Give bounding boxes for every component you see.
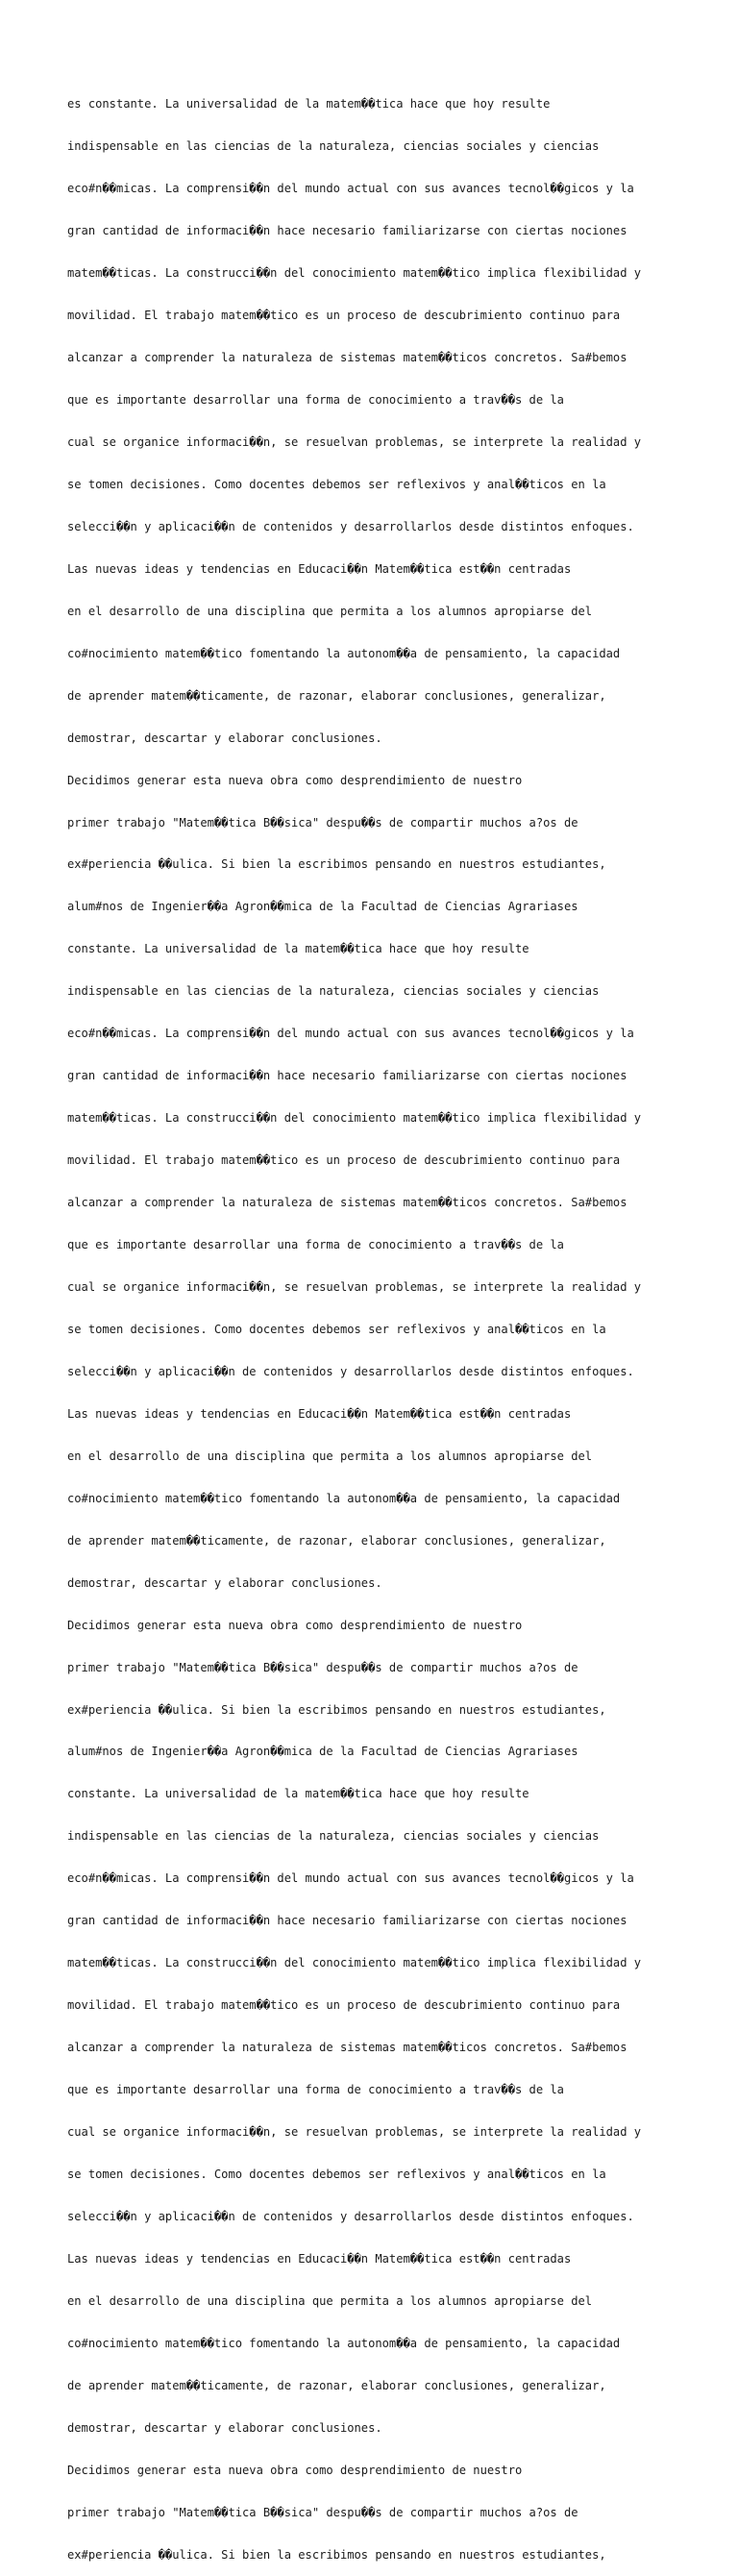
text-line-6: movilidad. El trabajo matem��tico es un proceso de descubrimiento continuo para: [67, 309, 621, 323]
text-line-3: eco#n��micas. La comprensi��n del mundo actual con sus avances tecnol��gicos y la: [67, 182, 634, 196]
text-line-13: en el desarrollo de una disciplina que permita a los alumnos apropiarse del: [67, 604, 593, 618]
text-line-46: movilidad. El trabajo matem��tico es un proceso de descubrimiento continuo para: [67, 1998, 621, 2013]
text-line-45: matem��ticas. La construcci��n del conocimiento matem��tico implica flexibilidad y: [67, 1956, 642, 1970]
document-body: [67, 69, 721, 2576]
text-line-12: Las nuevas ideas y tendencias en Educaci��n Matem��tica est��n centradas: [67, 561, 572, 576]
text-line-17: Decidimos generar esta nueva obra como desprendimiento de nuestro: [67, 773, 523, 787]
text-line-40: alum#nos de Ingenier��a Agron��mica de la Facultad de Ciencias Agrariases: [67, 1745, 578, 1759]
text-line-43: eco#n��micas. La comprensi��n del mundo actual con sus avances tecnol��gicos y la: [67, 1871, 634, 1886]
text-line-51: selecci��n y aplicaci��n de contenidos y desarrollarlos desde distintos enfoques.: [67, 2209, 634, 2223]
text-line-28: que es importante desarrollar una forma de conocimiento a trav��s de la: [67, 1238, 564, 1252]
text-line-50: se tomen decisiones. Como docentes debemos ser reflexivos y anal��ticos en la: [67, 2167, 606, 2182]
text-line-29: cual se organice informaci��n, se resuelvan problemas, se interprete la realidad y: [67, 1280, 642, 1294]
text-line-9: cual se organice informaci��n, se resuelvan problemas, se interprete la realidad y: [67, 434, 642, 449]
text-line-37: Decidimos generar esta nueva obra como desprendimiento de nuestro: [67, 1618, 523, 1632]
text-line-59: ex#periencia ��ulica. Si bien la escribimos pensando en nuestros estudiantes,: [67, 2547, 606, 2562]
text-line-31: selecci��n y aplicaci��n de contenidos y desarrollarlos desde distintos enfoques.: [67, 1364, 634, 1378]
text-line-35: de aprender matem��ticamente, de razonar, elaborar conclusiones, generalizar,: [67, 1533, 606, 1548]
text-line-48: que es importante desarrollar una forma de conocimiento a trav��s de la: [67, 2083, 564, 2097]
text-line-1: es constante. La universalidad de la matem��tica hace que hoy resulte: [67, 97, 551, 111]
text-line-33: en el desarrollo de una disciplina que permita a los alumnos apropiarse del: [67, 1449, 593, 1463]
text-line-55: de aprender matem��ticamente, de razonar, elaborar conclusiones, generalizar,: [67, 2378, 606, 2392]
text-line-22: indispensable en las ciencias de la naturaleza, ciencias sociales y ciencias: [67, 984, 600, 999]
text-line-10: se tomen decisiones. Como docentes debemos ser reflexivos y anal��ticos en la: [67, 477, 606, 491]
text-line-19: ex#periencia ��ulica. Si bien la escribimos pensando en nuestros estudiantes,: [67, 857, 606, 872]
text-line-44: gran cantidad de informaci��n hace necesario familiarizarse con ciertas nociones: [67, 1914, 627, 1928]
text-line-18: primer trabajo "Matem��tica B��sica" despu��s de compartir muchos a?os de: [67, 815, 578, 830]
text-line-21: constante. La universalidad de la matem��tica hace que hoy resulte: [67, 942, 529, 956]
text-line-34: co#nocimiento matem��tico fomentando la autonom��a de pensamiento, la capacidad: [67, 1491, 621, 1505]
text-line-42: indispensable en las ciencias de la naturaleza, ciencias sociales y ciencias: [67, 1829, 600, 1844]
text-line-56: demostrar, descartar y elaborar conclusiones.: [67, 2420, 382, 2435]
text-line-49: cual se organice informaci��n, se resuelvan problemas, se interprete la realidad y: [67, 2125, 642, 2140]
text-line-7: alcanzar a comprender la naturaleza de sistemas matem��ticos concretos. Sa#bemos: [67, 351, 627, 365]
text-line-26: movilidad. El trabajo matem��tico es un proceso de descubrimiento continuo para: [67, 1153, 621, 1168]
text-line-38: primer trabajo "Matem��tica B��sica" despu��s de compartir muchos a?os de: [67, 1660, 578, 1674]
text-line-4: gran cantidad de informaci��n hace necesario familiarizarse con ciertas nociones: [67, 224, 627, 238]
text-line-2: indispensable en las ciencias de la naturaleza, ciencias sociales y ciencias: [67, 139, 600, 154]
text-line-20: alum#nos de Ingenier��a Agron��mica de la Facultad de Ciencias Agrariases: [67, 900, 578, 914]
text-line-27: alcanzar a comprender la naturaleza de sistemas matem��ticos concretos. Sa#bemos: [67, 1196, 627, 1210]
text-line-58: primer trabajo "Matem��tica B��sica" despu��s de compartir muchos a?os de: [67, 2505, 578, 2519]
text-line-15: de aprender matem��ticamente, de razonar, elaborar conclusiones, generalizar,: [67, 688, 606, 703]
text-line-52: Las nuevas ideas y tendencias en Educaci��n Matem��tica est��n centradas: [67, 2251, 572, 2266]
text-line-41: constante. La universalidad de la matem��tica hace que hoy resulte: [67, 1787, 529, 1801]
text-line-32: Las nuevas ideas y tendencias en Educaci��n Matem��tica est��n centradas: [67, 1406, 572, 1421]
text-line-25: matem��ticas. La construcci��n del conocimiento matem��tico implica flexibilidad y: [67, 1111, 642, 1126]
text-line-39: ex#periencia ��ulica. Si bien la escribimos pensando en nuestros estudiantes,: [67, 1702, 606, 1717]
text-line-8: que es importante desarrollar una forma de conocimiento a trav��s de la: [67, 392, 564, 407]
text-line-30: se tomen decisiones. Como docentes debemos ser reflexivos y anal��ticos en la: [67, 1322, 606, 1336]
text-line-36: demostrar, descartar y elaborar conclusiones.: [67, 1575, 382, 1590]
text-line-24: gran cantidad de informaci��n hace necesario familiarizarse con ciertas nociones: [67, 1069, 627, 1083]
text-line-16: demostrar, descartar y elaborar conclusiones.: [67, 731, 382, 745]
text-line-11: selecci��n y aplicaci��n de contenidos y desarrollarlos desde distintos enfoques.: [67, 519, 634, 533]
text-line-5: matem��ticas. La construcci��n del conocimiento matem��tico implica flexibilidad y: [67, 266, 642, 281]
text-line-23: eco#n��micas. La comprensi��n del mundo actual con sus avances tecnol��gicos y la: [67, 1027, 634, 1041]
text-line-53: en el desarrollo de una disciplina que permita a los alumnos apropiarse del: [67, 2293, 593, 2308]
text-line-14: co#nocimiento matem��tico fomentando la autonom��a de pensamiento, la capacidad: [67, 646, 621, 660]
text-line-47: alcanzar a comprender la naturaleza de sistemas matem��ticos concretos. Sa#bemos: [67, 2041, 627, 2055]
text-line-54: co#nocimiento matem��tico fomentando la autonom��a de pensamiento, la capacidad: [67, 2336, 621, 2350]
text-line-57: Decidimos generar esta nueva obra como desprendimiento de nuestro: [67, 2463, 523, 2477]
